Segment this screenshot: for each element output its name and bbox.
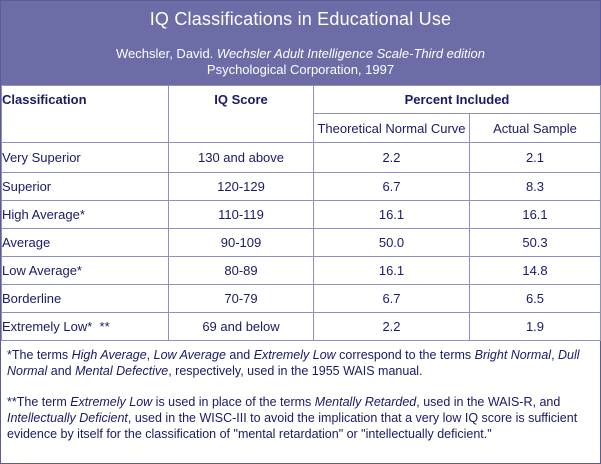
cell-actual: 8.3 (470, 173, 601, 201)
table-row (2, 173, 601, 201)
note-term: High Average (71, 348, 147, 362)
citation-author: Wechsler, David. (115, 46, 214, 61)
footnote-1 (7, 347, 593, 379)
table-row (2, 201, 601, 229)
note-text: , (146, 348, 154, 362)
note-text: , used in the WAIS-R, and (416, 395, 561, 409)
note-text: is used in place of the terms (152, 395, 315, 409)
note-term: Bright Normal (474, 348, 552, 362)
note-text: correspond to the terms (335, 348, 475, 362)
header-banner (1, 1, 600, 85)
cell-iq-score: 69 and below (169, 313, 314, 341)
cell-iq-score: 70-79 (169, 285, 314, 313)
cell-iq-score: 120-129 (169, 173, 314, 201)
cell-actual: 50.3 (470, 229, 601, 257)
cell-actual: 14.8 (470, 257, 601, 285)
table-header-row (2, 86, 601, 114)
footnote-2 (7, 394, 593, 442)
table-row (2, 143, 601, 173)
cell-theoretical: 16.1 (314, 257, 470, 285)
note-term: Mental Defective (75, 364, 169, 378)
table-row (2, 257, 601, 285)
cell-classification: Extremely Low* ** (2, 313, 169, 341)
note-text: **The term (7, 395, 71, 409)
cell-theoretical: 6.7 (314, 285, 470, 313)
note-term: Intellectually Deficient (7, 411, 128, 425)
note-text: *The terms (7, 348, 72, 362)
table-row (2, 229, 601, 257)
cell-theoretical: 2.2 (314, 143, 470, 173)
cell-classification: Superior (2, 173, 169, 201)
col-header-actual: Actual Sample (470, 114, 601, 143)
cell-actual: 2.1 (470, 143, 601, 173)
note-text: , (551, 348, 559, 362)
cell-classification: Low Average* (2, 257, 169, 285)
note-text: and (225, 348, 254, 362)
note-text: and (47, 364, 76, 378)
iq-table (1, 85, 601, 341)
cell-actual: 16.1 (470, 201, 601, 229)
note-term: Dull Normal (7, 348, 580, 378)
col-header-classification: Classification (2, 86, 169, 143)
table-row (2, 285, 601, 313)
citation-publisher: Psychological Corporation, 1997 (206, 62, 395, 77)
cell-actual: 6.5 (470, 285, 601, 313)
note-term: Extremely Low (253, 348, 336, 362)
cell-theoretical: 6.7 (314, 173, 470, 201)
note-text: , used in the WISC-III to avoid the implication that a very low IQ score is sufficient evidence by itself for the classification of "mental retardation" or "intellectually deficient." (7, 411, 578, 441)
cell-iq-score: 80-89 (169, 257, 314, 285)
cell-classification: Very Superior (2, 143, 169, 173)
page-title: IQ Classifications in Educational Use (149, 9, 452, 29)
cell-theoretical: 2.2 (314, 313, 470, 341)
note-term: Low Average (153, 348, 226, 362)
cell-theoretical: 16.1 (314, 201, 470, 229)
col-header-theoretical: Theoretical Normal Curve (314, 114, 470, 143)
note-text: , respectively, used in the 1955 WAIS manual. (168, 364, 423, 378)
cell-iq-score: 90-109 (169, 229, 314, 257)
cell-classification: Borderline (2, 285, 169, 313)
col-header-percent-included: Percent Included (314, 86, 601, 114)
citation (1, 46, 600, 78)
note-term: Mentally Retarded (314, 395, 417, 409)
citation-work: Wechsler Adult Intelligence Scale-Third edition (216, 46, 485, 61)
footnotes (7, 347, 593, 457)
table-row (2, 313, 601, 341)
cell-iq-score: 130 and above (169, 143, 314, 173)
cell-iq-score: 110-119 (169, 201, 314, 229)
cell-actual: 1.9 (470, 313, 601, 341)
note-term: Extremely Low (70, 395, 153, 409)
cell-classification: Average (2, 229, 169, 257)
col-header-iq-score: IQ Score (169, 86, 314, 143)
cell-theoretical: 50.0 (314, 229, 470, 257)
cell-classification: High Average* (2, 201, 169, 229)
